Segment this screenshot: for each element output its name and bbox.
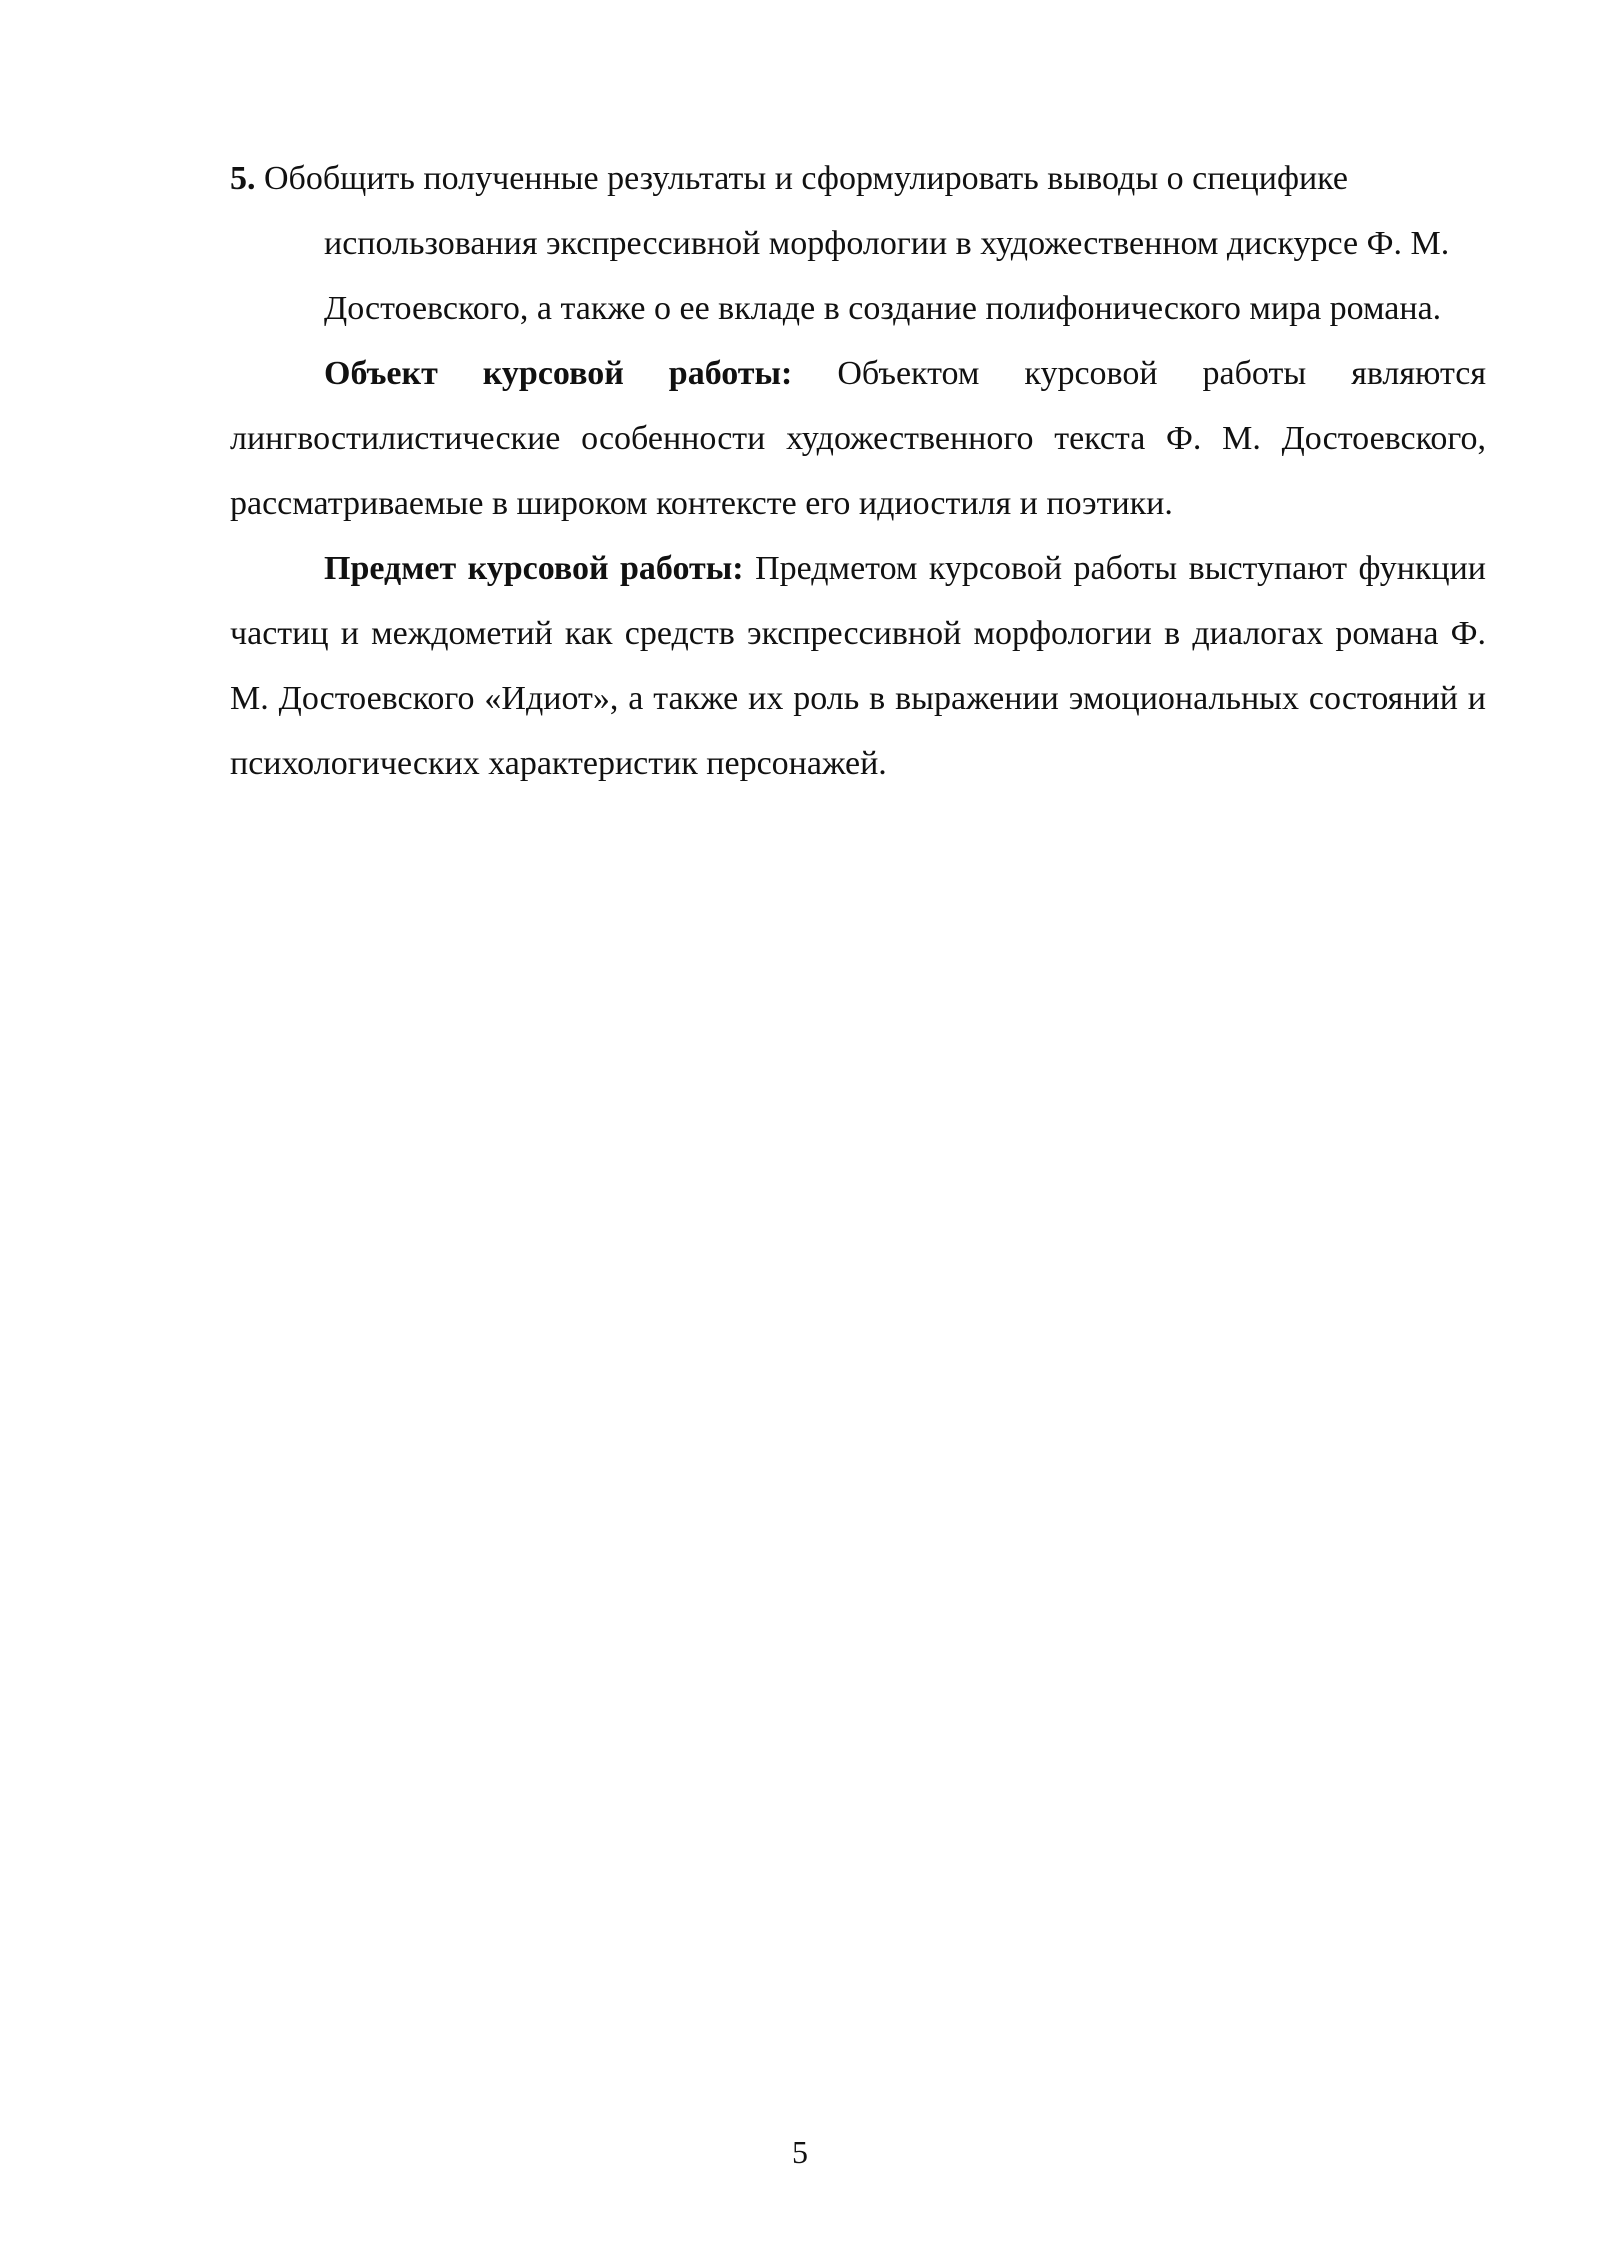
subject-label: Предмет курсовой работы: (324, 550, 744, 587)
object-label: Объект курсовой работы: (324, 355, 793, 392)
object-text: Объектом курсовой работы являются лингвостилистические особенности художественного текста Ф. М. Достоевского, рассматриваемые в широком контексте его идиостиля и поэтики. (230, 355, 1486, 522)
page-body (230, 146, 1486, 796)
list-item-5 (230, 146, 1486, 341)
subject-text: Предметом курсовой работы выступают функции частиц и междометий как средств экспрессивной морфологии в диалогах романа Ф. М. Достоевского «Идиот», а также их роль в выражении эмоциональных состояний и психологических характеристик персонажей. (230, 550, 1486, 782)
page-number: 5 (792, 2134, 808, 2170)
subject-paragraph (230, 536, 1486, 796)
list-item-number: 5. (230, 160, 256, 197)
list-item-text: Обобщить полученные результаты и сформулировать выводы о специфике использования экспрессивной морфологии в художественном дискурсе Ф. М. Достоевского, а также о ее вкладе в создание полифонического мира романа. (264, 160, 1450, 327)
object-paragraph (230, 341, 1486, 536)
